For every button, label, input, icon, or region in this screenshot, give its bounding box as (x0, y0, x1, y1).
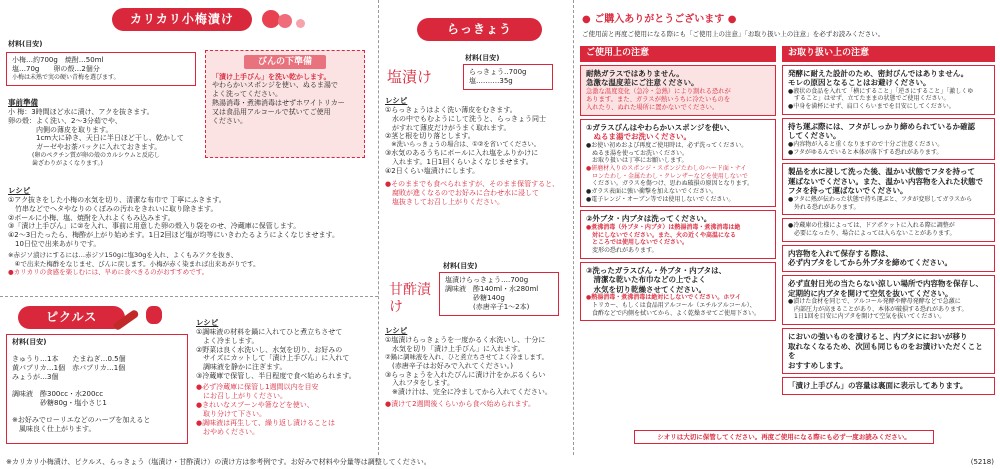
wash-jar-title: ①ガラスびんはやわらかいスポンジを使い、 (586, 122, 735, 132)
sweet-material: 砂糖140g (445, 293, 505, 302)
plum-title: カリカリ小梅漬け (112, 8, 252, 31)
pickles-note: 風味良く仕上がります。 (12, 424, 96, 433)
usage-section (580, 46, 776, 324)
salt-recipe-step: がすれて薄皮だけがうまく取れます。 (385, 123, 511, 132)
usage-heading: ご使用上の注意 (580, 46, 776, 62)
handling-item: すること」はせず、立てたままの状態でご使用ください。 (788, 95, 950, 103)
wash-jar-item: ぬるま湯を使ってお洗いください。 (586, 149, 689, 157)
salt-material: らっきょう‥700g (469, 68, 527, 76)
plum-recipe-step: 竹串などでへタやなりのくぼみの汚れをきれいに取り除きます。 (8, 204, 218, 213)
jar-prep-line: ください。 (212, 117, 247, 126)
handling-title: 発酵に耐えた設計のため、密封びんではありません。 (788, 68, 969, 78)
heat-warning (580, 65, 776, 116)
handling-title: 運ばないでください。また、温かい内容物を入れた状態で (788, 176, 983, 186)
plum-prep-line: 内側の薄皮を取ります。 (8, 125, 113, 134)
handling-title: 必ず直射日光の当たらない涼しい場所で内容物を保存し、 (788, 278, 983, 288)
product-code: (5218) (970, 458, 994, 467)
dry-title: 水気を切り乾燥させてください。 (586, 284, 706, 294)
pickles-recipe-step: ①調味液の材料を鍋に入れてひと煮立ちさせて (196, 327, 343, 336)
salt-recipe-step: 入れます。1日1回くらいよくなじませます。 (385, 158, 533, 167)
handling-title: 必ず内ブタをしてから外ブタを締めてください。 (788, 258, 952, 268)
salt-materials-label: 材料(目安) (465, 54, 500, 62)
wash-lid-title: ②外ブタ・内ブタは洗ってください。 (586, 214, 712, 224)
salt-recipe-step: ※洗いらっきょうの場合は、①②を省いてください。 (385, 141, 541, 149)
handling-item: 内部圧力が高まることがあり、本体が破損する恐れがあります。 (788, 305, 968, 313)
dry-title: 清潔な乾いた布巾などの上でよく (586, 275, 706, 285)
handling-notice (782, 118, 995, 161)
rakkyo-title: らっきょう (417, 18, 542, 41)
handling-item: 1日1回を目安に内ブタを開けて空気を抜いてください。 (788, 313, 946, 321)
jar-prep-line: 又は食品用アルコールで拭いてご使用 (212, 108, 331, 117)
salt-material: 塩‥‥‥‥‥35g (469, 76, 513, 85)
plum-prep-line: 歯ざわりがよくなります。) (8, 160, 103, 168)
handling-item: ●漬けた食材を同じで、アルコール発酵や酵母発酵などで急激に (788, 298, 961, 306)
heat-warning-title: 急激な温度差にご注意ください。 (586, 78, 699, 88)
salt-materials-box (463, 64, 553, 90)
sweet-material: 塩漬けらっきょう‥‥700g (445, 276, 529, 284)
plum-prep-line: (卵のぺクチン質が卵の殻のカルシウムと反応し (8, 152, 160, 160)
dry-notice (580, 262, 776, 322)
salt-red-note: ●そのままでも食べられますが、そのまま保管すると、 (385, 180, 560, 189)
plum-prep (8, 98, 203, 168)
plum-materials-label: 材料(目安) (8, 40, 43, 48)
footer-note: ※カリカリ小梅漬け、ピクルス、らっきょう（塩漬け・甘酢漬け）の漬け方は参考例です。お好みで材料や分量等は調整してください。 (6, 458, 431, 467)
salt-recipe-step: 水の中でもむようにして洗うと、らっきょう同士 (385, 114, 546, 123)
salt-recipe-step: ③水気のあるうちにボールに入れ塩をふりかけに (385, 149, 539, 158)
wash-jar-title: ぬるま湯でお洗いください。 (586, 132, 691, 142)
handling-item: 必要になったり、場合によっては入らないことがあります。 (788, 230, 956, 238)
wash-lid-item: ●煮沸消毒（外ブタ・内ブタ）は熱湯消毒・煮沸消毒は絶 (586, 224, 741, 231)
pickles-illustration (112, 306, 162, 327)
wash-lid-item: 変形の恐れがあります。 (586, 247, 658, 255)
wash-jar-item: ●研磨材入りのスポンジ・スポンジたわしのハード面・ナイ (586, 165, 747, 173)
jar-prep-line: 「漬け上手びん」を洗い乾かします。 (212, 72, 331, 81)
plum-illustration (262, 10, 305, 31)
handling-item: ●冷蔵庫の仕様によっては、ドアポケットに入れる際に調整が (788, 222, 955, 230)
handling-title: 「漬け上手びん」の容量は裏面に表示してあります。 (788, 381, 968, 391)
plum-recipe (8, 186, 373, 276)
info-column (573, 0, 1000, 455)
jar-prep-line: 熱湯消毒・煮沸消毒はせずホワイトリカー (212, 99, 345, 108)
handling-notice (782, 163, 995, 215)
sweet-recipe-step: (赤唐辛子はお好みで入れてください。) (385, 361, 513, 370)
pickles-material: きゅうり…1本 たまねぎ…0.5個 (12, 354, 126, 363)
keep-leaflet-note: シオリは大切に保管してください。再度ご使用になる際にも必ず一度お読みください。 (634, 430, 934, 444)
plum-recipe-step: 10日位で出来あがりです。 (8, 240, 101, 249)
salt-title: 塩漬け (387, 68, 433, 86)
pickles-recipe-step: ②野菜は良く水洗いし、水気を切り、お好みの (196, 345, 343, 354)
plum-materials-box (6, 52, 196, 86)
pickles-red-note: ●調味液は再生して、繰り返し漬けることは (196, 419, 335, 428)
pickles-materials-box (6, 334, 188, 444)
dry-item: ●熱湯消毒・煮沸消毒は絶対にしないでください。ホワイ (586, 294, 742, 302)
handling-notice (782, 275, 995, 325)
pickles-red-note: にお召し上がりください。 (196, 392, 287, 401)
sweet-recipe-step: ※漬け汁は、完全に冷ましてから入れてください。 (385, 388, 552, 397)
pickles-recipe-label: レシピ (196, 318, 219, 327)
handling-title: モレの原因となることはお避けください。 (788, 78, 931, 88)
handling-title: においの強いものを漬けると、内ブタににおいが移り (788, 332, 968, 342)
pickles-brine: 調味液 酢300cc・水200cc (12, 389, 104, 398)
handling-item: ●内容物が入ると重くなりますので十分ご注意ください。 (788, 140, 944, 148)
wash-jar-item: ●ガラス表面に強い衝撃を加えないでください。 (586, 188, 718, 196)
pickles-material: 黄パプリカ…1個 赤パプリカ…1個 (12, 363, 126, 372)
plum-shiso-note: ※赤ジソ漬けにするには…赤ジソ150gに塩30gを入れ、よくもみアクを抜き、 (8, 251, 238, 260)
dry-item: 食酢などで内側を拭いてから、よく乾燥させてご使用下さい。 (586, 309, 761, 317)
thanks-title: ● ご購入ありがとうございます ● (582, 14, 737, 25)
wash-jar-notice (580, 119, 776, 208)
handling-title: フタを持って運ばないでください。 (788, 186, 908, 196)
sweet-material: (赤唐辛子1〜2本) (445, 302, 530, 311)
pickles-recipe-step: よく冷まします。 (196, 336, 259, 345)
handling-title: 内容物を入れて保存する際は、 (788, 248, 893, 258)
plum-shiso-note: ④で出来た梅酢をなじませ、びんに戻します。小梅が赤く染まれば出来あがりです。 (8, 259, 260, 268)
sweet-recipe-label: レシピ (385, 326, 408, 335)
section-divider (0, 296, 378, 297)
handling-item: ●液状の食品を入れて「横にすること」「逆さにすること」「激しくゆ (788, 87, 974, 95)
pickles-red-note: 取り分けて下さい。 (196, 410, 266, 419)
salt-recipe-step: ②茎と根を切り落とします。 (385, 132, 475, 141)
handling-heading: お取り扱い上の注意 (782, 46, 995, 62)
rakkyo-title-pill (417, 18, 542, 41)
heat-warning-line: 入れたり、ぬれた場所に置かないでください。 (586, 103, 719, 111)
plum-prep-line: 1cm大に砕き、天日に半日ほど干し、乾かして (8, 134, 184, 143)
handling-notice (782, 245, 995, 272)
plum-recipe-step: ②ボールに小梅、塩、焼酎を入れよくもみ込みます。 (8, 213, 175, 222)
heat-warning-title: 耐熱ガラスではありません。 (586, 68, 684, 78)
plum-recipe-label: レシピ (8, 186, 31, 195)
pickles-note: ※お好みでローリエなどのハーブを加えると (12, 415, 151, 424)
heat-warning-line: あります。また、ガラスが熱いうちに冷たいものを (586, 95, 731, 103)
pepper-icon (112, 309, 140, 332)
wash-lid-item: ところでは使用しないでください。 (586, 239, 688, 247)
pickles-red-note: ●必ず冷蔵庫に保管し1週間以内を目安 (196, 383, 319, 392)
sweet-material: 調味液 酢140ml・水280ml (445, 284, 539, 293)
sweet-materials-label: 材料(目安) (443, 262, 478, 270)
sweet-red-note: ●漬けて2週間後くらいから食べ始められます。 (385, 400, 536, 409)
handling-notice (782, 377, 995, 395)
handling-title: 持ち運ぶ際には、フタがしっかり締められているか確認 (788, 121, 975, 131)
sweet-recipe-step: ②鍋に調味液を入れ、ひと煮立ちさせてよく冷まします。 (385, 353, 548, 361)
plum-materials-note: 小梅は未熟で実の硬い青梅を選びます。 (12, 73, 120, 81)
plum-fruit-icon (278, 14, 292, 28)
plum-prep-line: 小 梅：3時間ほど水に漬け、アクを抜きます。 (8, 107, 154, 116)
pickles-red-note: ●きれいなスプーンや箸などを使い、 (196, 401, 314, 410)
thanks-subtitle: ご使用前と再度ご使用になる際にも「ご使用上の注意」「お取り扱い上の注意」を必ずお読みください。 (582, 30, 885, 38)
handling-title: 取れなくなるため、次回も同じものをお漬けいただくことを (788, 341, 983, 361)
dry-title: ③洗ったガラスびん・外ブタ・内ブタは、 (586, 265, 727, 275)
pickles-recipe-step: 調味液を静かに注ぎます。 (196, 363, 287, 372)
pickles-recipe-step: サイズにカットして「漬け上手びん」に入れて (196, 354, 350, 363)
plum-prep-line: 卵の殻：よく洗い、2〜3分茹でや、 (8, 116, 122, 125)
paprika-icon (146, 306, 162, 324)
sweet-recipe-step: ③らっきょうを入れたびんに漬け汁をかぶるくらい (385, 370, 546, 379)
handling-notice (782, 218, 995, 241)
handling-item: 外れる恐れがあります。 (788, 203, 860, 211)
wash-jar-item: ●電子レンジ・オーブン等では使用しないでください。 (586, 195, 735, 203)
wash-jar-item: お取り扱いは丁寧にお願いします。 (586, 157, 688, 165)
sweet-recipe (385, 326, 571, 409)
sweet-recipe-step: 入れフタをします。 (385, 379, 454, 388)
wash-jar-item: ●お使い初めおよび再度ご使用時は、必ず洗ってください。 (586, 142, 748, 150)
pickles-title-pill (18, 306, 125, 329)
plum-prep-label: 事前準備 (8, 98, 38, 107)
plum-red-note: ●カリカリの食感を楽しむには、早めに食べきるのがおすすめです。 (8, 267, 209, 276)
salt-recipe-label: レシピ (385, 96, 408, 105)
handling-item: ●フタに熱が伝わった状態で持ち運ぶと、フタが変形してガラスから (788, 196, 973, 204)
salt-recipe (385, 96, 571, 207)
pickles-materials-label: 材料(目安) (12, 338, 47, 346)
handling-title: 製品を水に浸して洗った後、温かい状態でフタを持って (788, 167, 975, 177)
plum-material: 塩…70g 卵の殻…2個分 (12, 64, 100, 73)
plum-recipe-step: ④2〜3日たったら、梅酢が上がり始めます。1日2回ほど塩が均等にいきわたるようによくなじませます。 (8, 231, 339, 240)
pickles-material: みょうが…3個 (12, 372, 59, 381)
plum-prep-line: ガーゼやお茶パックに入れておきます。 (8, 143, 162, 152)
jar-prep-line: やわらかいスポンジを使い、ぬるま湯で (212, 81, 338, 90)
plum-fruit-icon (296, 19, 305, 28)
handling-title: おすすめします。 (788, 360, 848, 370)
pickles-red-note: おやめください。 (196, 428, 259, 437)
handling-title: 定期的に内ブタを開けて空気を抜いてください。 (788, 288, 953, 298)
pickles-brine: 砂糖80g・塩小さじ1 (12, 398, 107, 407)
plum-pickles-column (0, 0, 378, 455)
handling-notice (782, 65, 995, 115)
wash-lid-notice (580, 210, 776, 258)
wash-jar-item: ロンたわし・金属たわし・クレンザーなどを使用しないで (586, 172, 748, 180)
salt-red-note: 腐敗が進くなるのでお好みに合わせ水に浸して (385, 189, 539, 198)
handling-item: ●中身を満杯にせず、肩口くらいまでを目安にしてください。 (788, 103, 955, 111)
handling-notice (782, 328, 995, 374)
sweet-recipe-step: ①塩漬けらっきょうを一度かるく水洗いし、十分に (385, 335, 546, 344)
salt-red-note: 塩抜きしてお召し上がりください。 (385, 198, 504, 207)
jar-prep-title: びんの下準備 (244, 55, 326, 69)
plum-recipe-step: ③「漬け上手びん」に②を入れ、事前に用意した卵の殻入り袋をのせ、冷蔵庫に保管します。 (8, 222, 301, 231)
handling-section (782, 46, 995, 398)
handling-item: ●フタがゆるんでいると本体が落下する恐れがあります。 (788, 148, 943, 156)
pickles-recipe (196, 318, 374, 437)
wash-jar-item: ください。ガラスを傷つけ、思わぬ破損の原因となります。 (586, 180, 754, 188)
plum-recipe-step: ①アク抜きをした小梅の水気を切り、清潔な布巾で 丁寧にふきます。 (8, 195, 226, 204)
plum-material: 小梅…約700g 焼酎…50ml (12, 56, 104, 64)
jar-prep-box (205, 50, 365, 158)
dry-item: トリカー、もしくは食品用アルコール（エチルアルコール）、 (586, 302, 756, 310)
heat-warning-line: 急激な温度変化（急冷・急熱）により割れる恐れが (586, 87, 731, 95)
jar-prep-line: よく洗ってください。 (212, 90, 282, 99)
rakkyo-column (378, 0, 573, 455)
sweet-title: 甘酢漬け (389, 282, 431, 315)
plum-title-pill (112, 8, 252, 31)
wash-lid-item: 対にしないでください。また、火の近くや高温になる (586, 231, 737, 239)
salt-recipe-step: ④2日くらい塩漬けにします。 (385, 167, 480, 176)
handling-title: してください。 (788, 131, 841, 141)
sweet-recipe-step: 水気を切り「漬け上手びん」に入れます。 (385, 344, 525, 353)
sweet-materials-box (439, 272, 559, 316)
salt-recipe-step: ①らっきょうはよく洗い薄皮をむきます。 (385, 105, 517, 114)
pickles-title: ピクルス (18, 306, 125, 329)
thanks-text: ご購入ありがとうございます (594, 14, 725, 25)
pickles-recipe-step: ③冷蔵庫で保管し、半日程度で食べ始められます。 (196, 372, 356, 381)
